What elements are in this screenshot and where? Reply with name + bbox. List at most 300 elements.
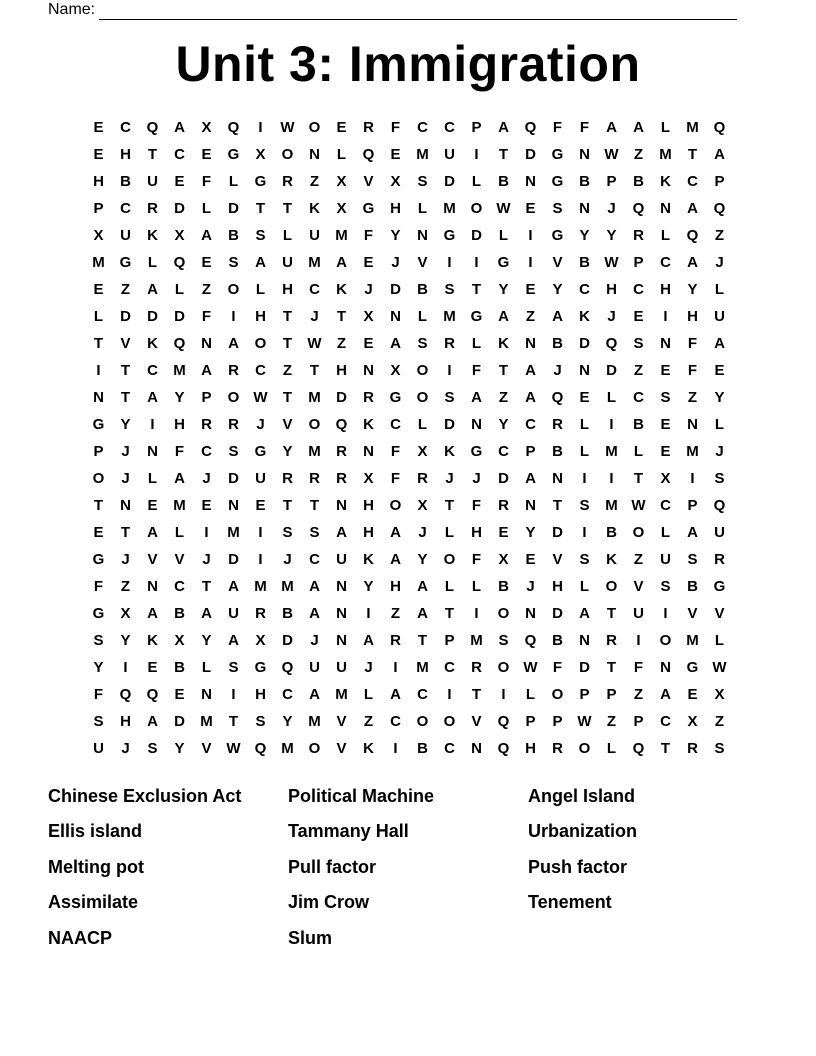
grid-letter: L [606,388,617,406]
grid-letter: B [552,442,563,460]
grid-letter: K [147,226,158,244]
grid-letter: K [147,334,158,352]
grid-letter: E [201,253,212,271]
grid-letter: L [660,523,671,541]
grid-letter: F [363,226,374,244]
grid-letter: L [174,280,185,298]
grid-letter: L [525,685,536,703]
grid-letter: Z [390,604,401,622]
grid-letter: N [525,172,536,190]
grid-letter: K [147,631,158,649]
grid-letter: C [660,712,671,730]
grid-letter: C [525,415,536,433]
grid-row [85,519,733,546]
grid-letter: I [123,658,128,676]
grid-letter: D [174,307,185,325]
grid-letter: O [443,550,456,568]
grid-letter: J [607,307,616,325]
grid-letter: T [228,712,239,730]
grid-letter: J [121,739,130,757]
letter-grid [85,114,733,762]
grid-letter: Q [119,685,132,703]
grid-letter: I [231,685,236,703]
grid-row [85,411,733,438]
grid-letter: C [309,550,320,568]
grid-letter: H [390,199,401,217]
grid-letter: C [660,253,671,271]
grid-letter: L [417,415,428,433]
grid-letter: P [633,253,644,271]
grid-row [85,438,733,465]
grid-letter: P [552,712,563,730]
grid-letter: C [498,442,509,460]
word-list-item: Tammany Hall [288,821,409,842]
grid-letter: L [417,307,428,325]
grid-letter: S [552,199,563,217]
word-list-item: Ellis island [48,821,143,842]
grid-letter: N [201,685,212,703]
grid-letter: L [579,577,590,595]
grid-letter: T [120,361,131,379]
grid-letter: Y [714,388,725,406]
grid-letter: Q [497,712,510,730]
grid-letter: N [579,145,590,163]
grid-letter: H [390,577,401,595]
grid-letter: G [443,226,456,244]
grid-letter: N [471,739,482,757]
grid-letter: E [390,145,401,163]
grid-letter: Y [282,712,293,730]
grid-letter: T [336,307,347,325]
grid-letter: C [120,199,131,217]
grid-letter: N [525,496,536,514]
grid-letter: I [231,307,236,325]
grid-letter: Z [633,550,644,568]
word-list-item: Pull factor [288,856,377,877]
grid-letter: N [363,361,374,379]
grid-letter: D [120,307,131,325]
grid-letter: S [579,550,590,568]
grid-letter: J [121,442,130,460]
grid-letter: D [228,469,239,487]
grid-letter: Y [120,631,131,649]
grid-letter: A [633,118,644,136]
grid-letter: S [417,172,428,190]
grid-letter: A [714,334,725,352]
grid-letter: V [552,253,563,271]
grid-letter: Z [363,712,374,730]
grid-letter: L [147,469,158,487]
grid-letter: I [582,469,587,487]
grid-letter: D [336,388,347,406]
grid-letter: J [364,658,373,676]
grid-letter: R [471,658,482,676]
word-list-item: NAACP [48,927,113,948]
grid-letter: A [525,361,536,379]
grid-letter: N [660,199,671,217]
grid-letter: Z [714,712,725,730]
grid-letter: U [309,226,320,244]
grid-letter: G [389,388,402,406]
grid-letter: Y [390,226,401,244]
grid-letter: R [444,334,455,352]
grid-letter: T [606,604,617,622]
grid-letter: E [525,550,536,568]
grid-letter: V [552,550,563,568]
word-list [48,778,768,956]
grid-letter: F [390,469,401,487]
grid-letter: I [663,307,668,325]
grid-letter: C [174,577,185,595]
grid-letter: O [227,388,240,406]
grid-letter: I [690,469,695,487]
grid-letter: G [119,253,132,271]
grid-letter: I [636,631,641,649]
grid-letter: M [227,523,240,541]
grid-letter: J [202,469,211,487]
grid-letter: T [93,334,104,352]
grid-letter: I [258,118,263,136]
grid-letter: Y [174,739,185,757]
grid-letter: A [552,307,563,325]
grid-letter: Y [579,226,590,244]
grid-letter: K [660,172,671,190]
grid-letter: V [363,172,374,190]
grid-letter: M [686,631,699,649]
grid-letter: I [528,253,533,271]
grid-letter: I [258,523,263,541]
grid-letter: B [174,604,185,622]
grid-letter: N [525,604,536,622]
grid-letter: P [93,199,104,217]
grid-letter: S [660,577,671,595]
grid-letter: J [256,415,265,433]
grid-letter: A [390,550,401,568]
grid-letter: T [444,604,455,622]
grid-letter: E [147,658,158,676]
grid-letter: A [174,469,185,487]
grid-letter: C [417,685,428,703]
grid-letter: U [633,604,644,622]
grid-letter: C [390,712,401,730]
grid-letter: N [579,199,590,217]
word-row [48,814,768,850]
grid-row [85,681,733,708]
grid-letter: D [525,145,536,163]
grid-letter: S [93,631,104,649]
grid-letter: E [714,361,725,379]
grid-letter: N [417,226,428,244]
grid-letter: U [120,226,131,244]
grid-letter: S [228,658,239,676]
grid-letter: P [471,118,482,136]
grid-letter: A [336,523,347,541]
grid-row [85,249,733,276]
grid-letter: C [147,361,158,379]
grid-letter: C [255,361,266,379]
grid-row [85,627,733,654]
grid-letter: Q [281,658,294,676]
grid-letter: A [147,280,158,298]
grid-letter: T [120,388,131,406]
grid-letter: L [471,172,482,190]
grid-letter: L [498,226,509,244]
grid-letter: F [471,550,482,568]
grid-letter: Y [174,388,185,406]
grid-letter: M [443,307,456,325]
grid-letter: V [174,550,185,568]
grid-letter: I [474,604,479,622]
grid-letter: S [444,388,455,406]
grid-letter: E [579,388,590,406]
grid-letter: E [93,523,104,541]
grid-letter: O [497,658,510,676]
grid-letter: N [579,361,590,379]
word-list-item: Political Machine [288,785,435,806]
grid-letter: O [227,280,240,298]
grid-letter: X [498,550,509,568]
grid-letter: T [282,199,293,217]
word-list-item: Assimilate [48,892,139,913]
grid-letter: A [687,199,698,217]
grid-letter: K [579,307,590,325]
grid-letter: X [93,226,104,244]
grid-letter: I [474,253,479,271]
grid-letter: W [604,145,619,163]
grid-letter: Q [686,226,699,244]
grid-letter: V [336,739,347,757]
grid-letter: P [687,496,698,514]
grid-row [85,708,733,735]
grid-letter: C [417,118,428,136]
grid-letter: E [174,685,185,703]
word-list-item: Jim Crow [288,892,370,913]
grid-letter: L [579,442,590,460]
grid-letter: D [282,631,293,649]
grid-letter: F [687,361,698,379]
grid-letter: A [201,361,212,379]
grid-letter: Z [498,388,509,406]
grid-letter: P [714,172,725,190]
grid-letter: G [254,658,267,676]
grid-letter: M [443,199,456,217]
grid-letter: S [444,280,455,298]
grid-letter: E [255,496,266,514]
grid-letter: A [390,685,401,703]
grid-letter: R [633,226,644,244]
grid-letter: S [255,226,266,244]
grid-letter: C [660,496,671,514]
grid-letter: E [525,199,536,217]
grid-letter: K [363,739,374,757]
grid-row [85,654,733,681]
grid-letter: A [255,253,266,271]
grid-letter: W [496,199,511,217]
grid-letter: M [200,712,213,730]
grid-letter: L [228,172,239,190]
grid-letter: A [363,631,374,649]
grid-letter: H [363,523,374,541]
grid-letter: S [417,334,428,352]
grid-letter: V [120,334,131,352]
grid-letter: D [606,361,617,379]
grid-letter: A [498,307,509,325]
grid-letter: A [201,604,212,622]
grid-letter: O [389,496,402,514]
grid-letter: Q [632,199,645,217]
grid-letter: T [471,280,482,298]
grid-letter: K [336,280,347,298]
grid-letter: I [501,685,506,703]
grid-letter: N [336,604,347,622]
grid-row [85,330,733,357]
grid-letter: U [147,172,158,190]
grid-row [85,141,733,168]
grid-letter: U [714,307,725,325]
grid-letter: A [417,577,428,595]
grid-letter: L [201,199,212,217]
grid-letter: S [93,712,104,730]
grid-letter: I [447,253,452,271]
grid-letter: X [174,631,185,649]
grid-row [85,600,733,627]
word-row [48,849,768,885]
grid-letter: U [660,550,671,568]
grid-letter: B [552,631,563,649]
grid-letter: E [660,442,671,460]
grid-letter: A [687,523,698,541]
grid-letter: Q [173,253,186,271]
grid-letter: E [147,496,158,514]
grid-letter: O [416,361,429,379]
grid-letter: G [686,658,699,676]
grid-letter: O [578,739,591,757]
grid-letter: N [309,145,320,163]
grid-letter: O [308,118,321,136]
grid-letter: H [174,415,185,433]
grid-letter: S [309,523,320,541]
grid-letter: O [497,604,510,622]
grid-letter: G [362,199,375,217]
grid-letter: J [607,199,616,217]
grid-letter: D [444,172,455,190]
grid-letter: Y [120,415,131,433]
grid-letter: M [416,658,429,676]
word-list-item: Angel Island [528,785,636,806]
grid-letter: S [255,712,266,730]
grid-letter: J [202,550,211,568]
grid-letter: L [201,658,212,676]
grid-letter: V [201,739,212,757]
grid-letter: S [714,469,725,487]
grid-letter: B [552,334,563,352]
grid-letter: H [255,685,266,703]
grid-letter: T [93,496,104,514]
grid-letter: U [309,658,320,676]
grid-letter: Y [93,658,104,676]
grid-letter: S [660,388,671,406]
grid-letter: B [120,172,131,190]
grid-letter: U [255,469,266,487]
grid-letter: I [474,145,479,163]
grid-letter: U [228,604,239,622]
grid-letter: T [201,577,212,595]
grid-letter: L [471,334,482,352]
grid-letter: X [687,712,698,730]
grid-letter: W [307,334,322,352]
grid-letter: Z [120,280,131,298]
grid-letter: B [174,658,185,676]
grid-letter: T [309,361,320,379]
grid-letter: H [660,280,671,298]
grid-letter: B [633,415,644,433]
name-label: Name: [48,1,96,18]
grid-letter: C [309,280,320,298]
grid-letter: R [552,739,563,757]
grid-letter: B [228,226,239,244]
grid-letter: K [498,334,509,352]
grid-letter: D [579,334,590,352]
grid-letter: T [282,496,293,514]
grid-letter: I [150,415,155,433]
grid-letter: C [579,280,590,298]
grid-row [85,465,733,492]
word-list-item: Melting pot [48,856,144,877]
grid-letter: X [390,361,401,379]
grid-letter: R [363,118,374,136]
grid-letter: J [364,280,373,298]
grid-letter: K [444,442,455,460]
grid-letter: R [282,469,293,487]
grid-letter: X [120,604,131,622]
grid-letter: E [363,253,374,271]
grid-letter: U [336,550,347,568]
grid-letter: M [308,442,321,460]
grid-letter: A [228,334,239,352]
grid-letter: M [281,577,294,595]
grid-letter: M [173,361,186,379]
grid-letter: O [254,334,267,352]
grid-letter: E [687,685,698,703]
grid-letter: J [526,577,535,595]
grid-letter: T [552,496,563,514]
grid-letter: L [714,415,725,433]
grid-letter: R [336,442,347,460]
grid-letter: U [336,658,347,676]
grid-letter: Z [201,280,212,298]
name-field [48,0,737,20]
grid-letter: K [606,550,617,568]
grid-letter: N [471,415,482,433]
grid-letter: D [444,415,455,433]
grid-letter: W [253,388,268,406]
grid-letter: H [282,280,293,298]
grid-row [85,276,733,303]
grid-letter: B [498,577,509,595]
grid-letter: E [201,145,212,163]
grid-letter: X [336,172,347,190]
grid-letter: Z [309,172,320,190]
grid-letter: Y [363,577,374,595]
grid-letter: N [660,334,671,352]
grid-letter: F [93,685,104,703]
grid-letter: I [204,523,209,541]
grid-letter: W [631,496,646,514]
grid-letter: M [308,712,321,730]
grid-letter: N [687,415,698,433]
grid-letter: A [147,712,158,730]
grid-letter: E [93,145,104,163]
